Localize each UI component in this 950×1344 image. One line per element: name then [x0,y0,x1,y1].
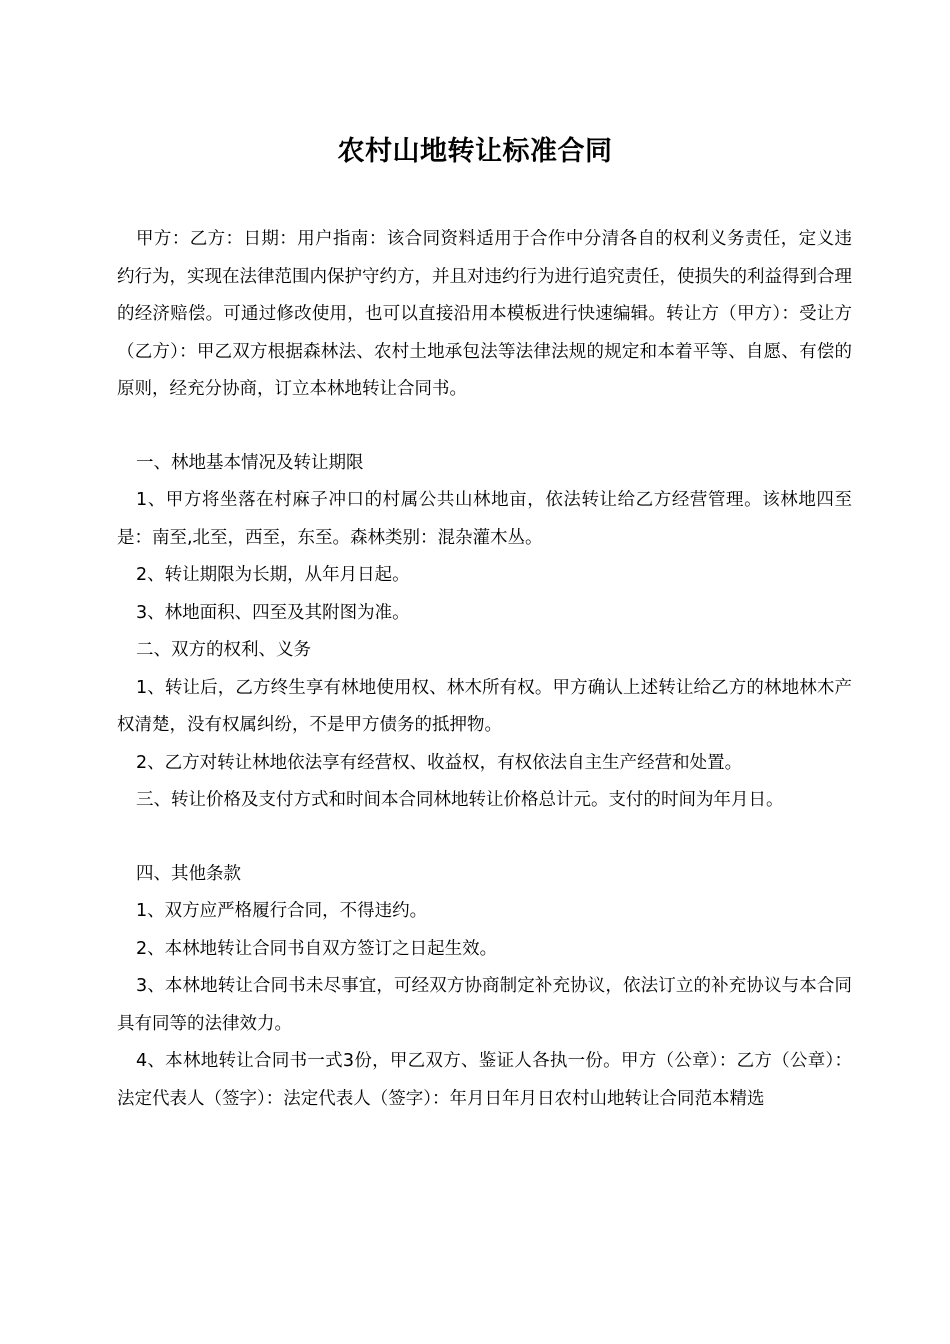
clause-1-3: 3、林地面积、四至及其附图为准。 [136,602,410,623]
document-body [117,221,852,1118]
clause-2-2: 2、乙方对转让林地依法享有经营权、收益权，有权依法自主生产经营和处置。 [136,752,743,773]
clause-1-1: 1、甲方将坐落在村麻子冲口的村属公共山林地亩，依法转让给乙方经营管理。该林地四至是：南至,北至，西至，东至。森林类别：混杂灌木丛。 [117,490,852,548]
section-heading-1: 一、林地基本情况及转让期限 [136,452,364,473]
clause-4-2: 2、本林地转让合同书自双方签订之日起生效。 [136,938,498,959]
clause-4-1: 1、双方应严格履行合同，不得违约。 [136,901,428,921]
clause-4-4: 4、本林地转让合同书一式3份，甲乙双方、鉴证人各执一份。甲方（公章）：乙方（公章）：法定代表人（签字）：法定代表人（签字）：年月日年月日农村山地转让合同范本精选 [117,1051,852,1109]
clause-4-3: 3、本林地转让合同书未尽事宜，可经双方协商制定补充协议，依法订立的补充协议与本合同具有同等的法律效力。 [117,976,852,1034]
clause-1-2: 2、转让期限为长期，从年月日起。 [136,565,410,585]
intro-paragraph: 甲方：乙方：日期：用户指南：该合同资料适用于合作中分清各自的权利义务责任，定义违约行为，实现在法律范围内保护守约方，并且对违约行为进行追究责任，使损失的利益得到合理的经济赔偿。可通过修改使用，也可以直接沿用本模板进行快速编辑。转让方（甲方）：受让方（乙方）：甲乙双方根据森林法、农村土地承包法等法律法规的规定和本着平等、自愿、有偿的原则，经充分协商，订立本林地转让合同书。 [117,229,852,399]
document-title: 农村山地转让标准合同 [337,136,613,167]
clause-2-1: 1、转让后，乙方终生享有林地使用权、林木所有权。甲方确认上述转让给乙方的林地林木产权清楚，没有权属纠纷，不是甲方债务的抵押物。 [117,677,852,735]
section-heading-2: 二、双方的权利、义务 [136,640,311,660]
section-heading-4: 四、其他条款 [136,863,241,884]
section-heading-3: 三、转让价格及支付方式和时间本合同林地转让价格总计元。支付的时间为年月日。 [136,790,784,810]
